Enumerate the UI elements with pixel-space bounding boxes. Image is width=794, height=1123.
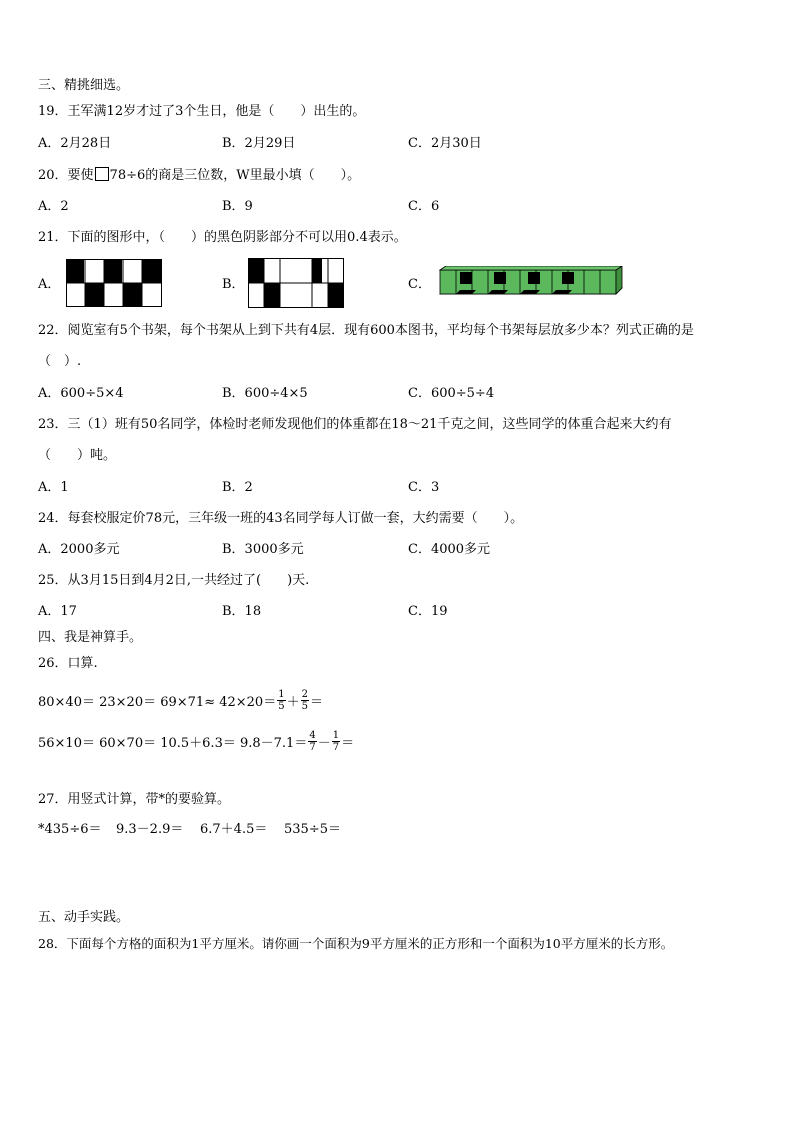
q26-stem: 26．口算. bbox=[38, 656, 98, 671]
section-4-title: 四、我是神算手。 bbox=[38, 630, 143, 645]
q26-row2-text: 56×10＝ 60×70＝ 10.5＋6.3＝ 9.8－7.1＝ bbox=[38, 735, 308, 751]
q25-stem: 25．从3月15日到4月2日,一共经过了( )天. bbox=[38, 573, 310, 588]
q25-option-c: C．19 bbox=[408, 604, 448, 619]
q20-stem-prefix: 20．要使 bbox=[38, 168, 94, 183]
q20-option-a: A．2 bbox=[38, 199, 69, 214]
fraction: $\frac{4}{7}$ bbox=[309, 729, 316, 753]
section-5-title: 五、动手实践。 bbox=[38, 910, 130, 925]
fraction: $\frac{1}{7}$ bbox=[332, 729, 340, 753]
q20-option-b: B．9 bbox=[222, 199, 253, 214]
q25-option-a: A．17 bbox=[38, 604, 77, 619]
q23-option-a: A．1 bbox=[38, 480, 69, 495]
q21-figure-c bbox=[434, 266, 624, 302]
minus-sign: － bbox=[317, 735, 331, 751]
q19-stem: 19．王军满12岁才过了3个生日，他是（ ）出生的。 bbox=[38, 104, 366, 119]
q27-stem: 27．用竖式计算，带*的要验算。 bbox=[38, 792, 231, 807]
q27-item-1: *435÷6＝ bbox=[38, 822, 102, 837]
q21-figure-b bbox=[248, 258, 344, 308]
q24-stem: 24．每套校服定价78元，三年级一班的43名同学每人订做一套，大约需要（ ）。 bbox=[38, 511, 524, 526]
q22-option-a: A．600÷5×4 bbox=[38, 386, 124, 401]
q21-option-a: A． bbox=[38, 277, 61, 292]
q20-stem-suffix: 78÷6的商是三位数，W里最小填（ ）。 bbox=[109, 168, 361, 183]
q22-option-b: B．600÷4×5 bbox=[222, 386, 308, 401]
q20-option-c: C．6 bbox=[408, 199, 440, 214]
q26-row1-text: 80×40＝ 23×20＝ 69×71≈ 42×20＝ bbox=[38, 694, 277, 710]
q20-stem bbox=[38, 167, 360, 184]
q22-stem-line2: （ ）. bbox=[38, 354, 82, 369]
q24-option-a: A．2000多元 bbox=[38, 542, 120, 557]
section-3-title: 三、精挑细选。 bbox=[38, 78, 130, 93]
blank-box bbox=[95, 167, 109, 181]
plus-sign: ＋ bbox=[286, 694, 300, 710]
q23-stem-line2: （ ）吨。 bbox=[38, 448, 117, 463]
q22-option-c: C．600÷5÷4 bbox=[408, 386, 495, 401]
q19-option-b: B．2月29日 bbox=[222, 136, 296, 151]
fraction: $\frac{1}{5}$ bbox=[278, 688, 285, 712]
q27-item-2: 9.3－2.9＝ bbox=[116, 822, 184, 837]
q27-item-3: 6.7＋4.5＝ bbox=[200, 822, 268, 837]
q23-option-b: B．2 bbox=[222, 480, 253, 495]
q28-stem: 28．下面每个方格的面积为1平方厘米。请你画一个面积为9平方厘米的正方形和一个面积为10平方厘米的长方形。 bbox=[38, 936, 674, 951]
q23-stem-line1: 23．三（1）班有50名同学，体检时老师发现他们的体重都在18～21千克之间，这些同学的体重合起来大约有 bbox=[38, 417, 672, 432]
q22-stem-line1: 22．阅览室有5个书架，每个书架从上到下共有4层．现有600本图书，平均每个书架每层放多少本？列式正确的是 bbox=[38, 323, 694, 338]
q21-option-c: C． bbox=[408, 277, 431, 292]
q23-option-c: C．3 bbox=[408, 480, 440, 495]
equals-sign: ＝ bbox=[309, 694, 323, 710]
fraction: $\frac{2}{5}$ bbox=[301, 688, 308, 712]
q24-option-b: B．3000多元 bbox=[222, 542, 304, 557]
q21-figure-a bbox=[66, 259, 162, 307]
q26-row-2 bbox=[38, 724, 354, 758]
q24-option-c: C．4000多元 bbox=[408, 542, 491, 557]
q21-option-b: B． bbox=[222, 277, 245, 292]
equals-sign: ＝ bbox=[341, 735, 355, 751]
q25-option-b: B．18 bbox=[222, 604, 262, 619]
q27-item-4: 535÷5＝ bbox=[284, 822, 341, 837]
q19-option-c: C．2月30日 bbox=[408, 136, 482, 151]
q21-stem: 21．下面的图形中，（ ）的黑色阴影部分不可以用0.4表示。 bbox=[38, 230, 407, 245]
q26-row-1 bbox=[38, 683, 323, 717]
q19-option-a: A．2月28日 bbox=[38, 136, 112, 151]
